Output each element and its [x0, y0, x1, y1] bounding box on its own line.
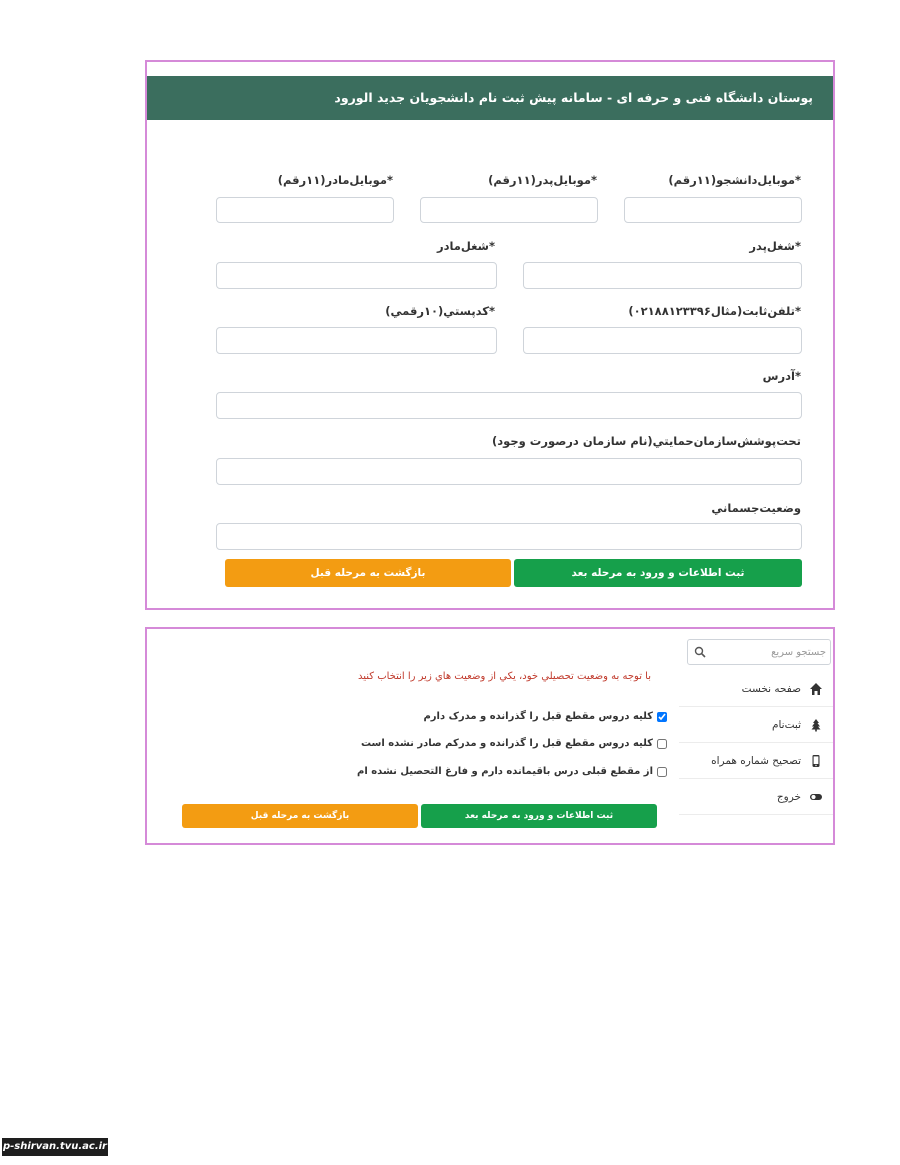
option-label: از مقطع قبلی درس باقیمانده دارم و فارغ التحصیل نشده ام: [357, 766, 653, 777]
mother-mobile-input[interactable]: [216, 197, 394, 223]
education-status-panel: [145, 627, 835, 845]
back-previous-button[interactable]: بازگشت به مرحله قبل: [225, 559, 511, 587]
father-mobile-label: *موبایل‌پدر(۱۱رقم): [488, 173, 597, 187]
support-org-label: تحت‌پوشش‌سازمان‌حمايتي(نام سازمان درصورت وجود): [492, 434, 801, 448]
mobile-icon: [809, 754, 823, 768]
father-mobile-input[interactable]: [420, 197, 598, 223]
mother-job-input[interactable]: [216, 262, 497, 289]
mother-mobile-label: *موبایل‌مادر(۱۱رقم): [277, 173, 393, 187]
mother-job-label: *شغل‌مادر: [436, 239, 495, 253]
option-label: كليه دروس مقطع قبل را گذرانده و مدركم صادر نشده است: [360, 738, 653, 749]
option-label: كليه دروس مقطع قبل را گذرانده و مدرک دارم: [423, 711, 653, 722]
search-icon[interactable]: [694, 646, 706, 658]
physical-status-label: وضعيت‌جسماني: [711, 501, 801, 515]
sidebar-item-label: ثبت‌نام: [771, 719, 801, 731]
step2-back-previous-button[interactable]: بازگشت به مرحله قبل: [182, 804, 418, 828]
phone-input[interactable]: [523, 327, 802, 354]
option-completed-no-degree[interactable]: [361, 737, 667, 751]
sidebar-item-label: صفحه نخست: [741, 683, 801, 695]
option-checkbox[interactable]: [657, 767, 667, 777]
option-remaining-courses[interactable]: [357, 765, 667, 779]
phone-label: *تلفن‌ثابت(مثال۰۲۱۸۸۱۲۳۳۹۶): [628, 304, 801, 318]
home-icon: [809, 682, 823, 696]
option-completed-with-degree[interactable]: [423, 710, 667, 724]
submit-next-button[interactable]: ثبت اطلاعات و ورود به مرحله بعد: [514, 559, 802, 587]
search-box[interactable]: [687, 639, 831, 665]
registration-form-panel: [145, 60, 835, 610]
footer-site-tag: p-shirvan.tvu.ac.ir: [2, 1138, 108, 1156]
support-org-input[interactable]: [216, 458, 802, 485]
toggle-icon: [809, 790, 823, 804]
student-mobile-label: *موبایل‌دانشجو(۱۱رقم): [668, 173, 801, 187]
sidebar-item-label: خروج: [776, 791, 801, 803]
postal-code-label: *کدپستي(۱۰رقمي): [385, 304, 495, 318]
sidebar-item-home[interactable]: [679, 671, 833, 707]
sidebar-item-label: تصحیح شماره همراه: [711, 755, 801, 767]
sidebar: [679, 629, 833, 843]
form-header-title: پوستان دانشگاه فنی و حرفه ای - سامانه پیش ثبت نام دانشجویان جدید الورود: [147, 76, 833, 120]
address-label: *آدرس: [762, 369, 801, 383]
sidebar-item-register[interactable]: [679, 707, 833, 743]
physical-status-input[interactable]: [216, 523, 802, 550]
option-checkbox[interactable]: [657, 739, 667, 749]
student-mobile-input[interactable]: [624, 197, 802, 223]
father-job-label: *شغل‌پدر: [749, 239, 801, 253]
postal-code-input[interactable]: [216, 327, 497, 354]
option-checkbox[interactable]: [657, 712, 667, 722]
address-input[interactable]: [216, 392, 802, 419]
tree-icon: [809, 718, 823, 732]
sidebar-item-logout[interactable]: [679, 779, 833, 815]
education-status-prompt: با توجه به وضعيت تحصيلي خود، يكي از وضعيت هاي زير را انتخاب كنيد: [357, 671, 651, 682]
sidebar-item-fix-mobile[interactable]: [679, 743, 833, 779]
search-input[interactable]: [708, 642, 826, 662]
father-job-input[interactable]: [523, 262, 802, 289]
step2-submit-next-button[interactable]: ثبت اطلاعات و ورود به مرحله بعد: [421, 804, 657, 828]
